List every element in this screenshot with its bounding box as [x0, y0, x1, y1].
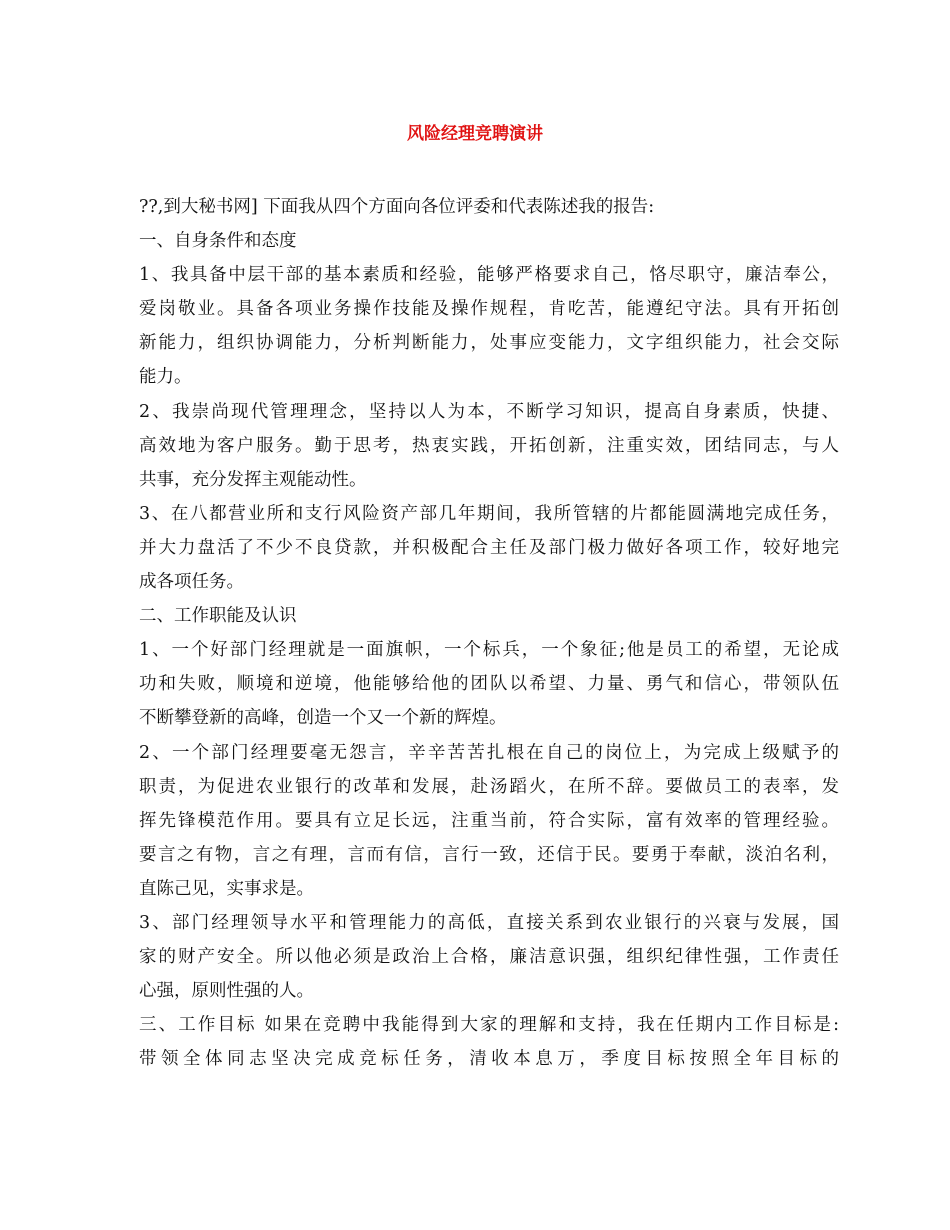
text-line: 直陈己见，实事求是。: [139, 878, 314, 899]
text-line: 共事，充分发挥主观能动性。: [139, 469, 367, 490]
section-heading: 三、工作目标 如果在竞聘中我能得到大家的理解和支持，我在任期内工作目标是:: [139, 1015, 839, 1036]
text-line: 2、我崇尚现代管理理念，坚持以人为本，不断学习知识，提高自身素质，快捷、: [139, 401, 839, 422]
section-heading: 一、自身条件和态度: [139, 231, 297, 252]
text-line: 3、部门经理领导水平和管理能力的高低，直接关系到农业银行的兴衰与发展，国: [139, 912, 839, 933]
document-body: [139, 190, 839, 1076]
text-line: 功和失败，顺境和逆境，他能够给他的团队以希望、力量、勇气和信心，带领队伍: [139, 674, 839, 695]
text-line: 1、一个好部门经理就是一面旗帜，一个标兵，一个象征;他是员工的希望，无论成: [139, 640, 839, 661]
section-heading: 二、工作职能及认识: [139, 606, 297, 627]
text-line: 能力。: [139, 367, 192, 388]
text-line: 要言之有物，言之有理，言而有信，言行一致，还信于民。要勇于奉献，淡泊名利，: [139, 844, 839, 865]
text-line: 1、我具备中层干部的基本素质和经验，能够严格要求自己，恪尽职守，廉洁奉公，: [139, 265, 839, 286]
text-line: 高效地为客户服务。勤于思考，热衷实践，开拓创新，注重实效，团结同志，与人: [139, 435, 839, 456]
text-line: 爱岗敬业。具备各项业务操作技能及操作规程，肯吃苦，能遵纪守法。具有开拓创: [139, 299, 839, 320]
text-line: 并大力盘活了不少不良贷款，并积极配合主任及部门极力做好各项工作，较好地完: [139, 537, 839, 558]
text-line: 成各项任务。: [139, 572, 244, 593]
document-title: 风险经理竞聘演讲: [407, 124, 543, 144]
text-line: 心强，原则性强的人。: [139, 981, 314, 1002]
text-line: 新能力，组织协调能力，分析判断能力，处事应变能力，文字组织能力，社会交际: [139, 333, 839, 354]
text-line: 职责，为促进农业银行的改革和发展，赴汤蹈火，在所不辞。要做员工的表率，发: [139, 776, 839, 797]
text-line: 带领全体同志坚决完成竞标任务，清收本息万，季度目标按照全年目标的: [139, 1049, 839, 1070]
text-line: 不断攀登新的高峰，创造一个又一个新的辉煌。: [139, 708, 507, 729]
text-line: 家的财产安全。所以他必须是政治上合格，廉洁意识强，组织纪律性强，工作责任: [139, 947, 839, 968]
text-line: 2、一个部门经理要毫无怨言，辛辛苦苦扎根在自己的岗位上，为完成上级赋予的: [139, 742, 839, 763]
text-line: 3、在八都营业所和支行风险资产部几年期间，我所管辖的片都能圆满地完成任务，: [139, 503, 839, 524]
text-line: 挥先锋模范作用。要具有立足长远，注重当前，符合实际，富有效率的管理经验。: [139, 810, 839, 831]
text-line: ??,到大秘书网] 下面我从四个方面向各位评委和代表陈述我的报告:: [139, 197, 655, 217]
